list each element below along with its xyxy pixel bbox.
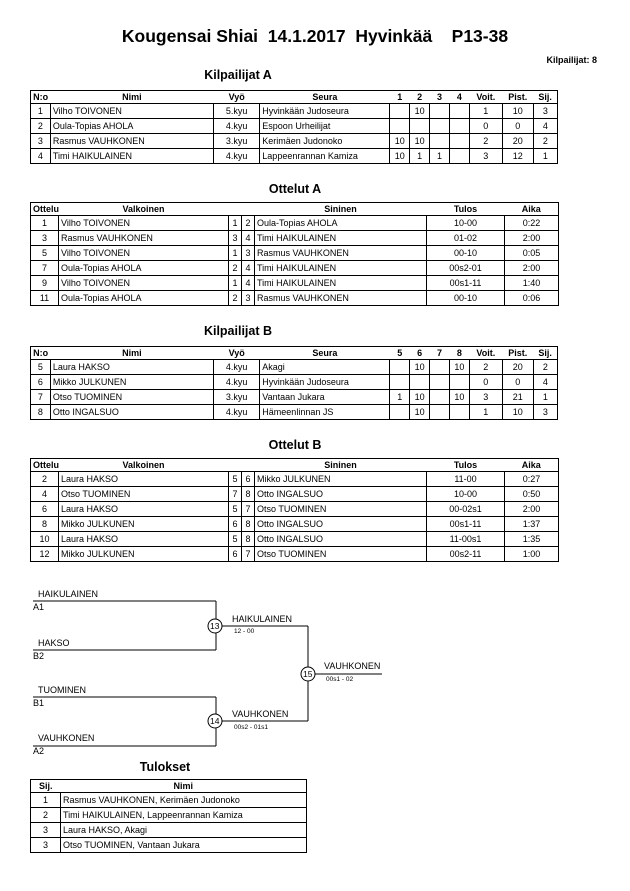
bracket-seed: A2	[33, 746, 45, 756]
white-number: 5	[229, 502, 242, 517]
competitor-name: Laura HAKSO	[50, 360, 213, 375]
pool-b-table	[30, 346, 558, 420]
white-competitor: Laura HAKSO	[59, 532, 229, 547]
blue-number: 2	[242, 216, 255, 231]
col-header: Tulos	[427, 203, 505, 216]
score-cell	[430, 134, 450, 149]
results-header	[31, 780, 307, 793]
white-competitor: Oula-Topias AHOLA	[59, 261, 229, 276]
bout-time: 1:40	[505, 276, 559, 291]
score-cell	[449, 119, 469, 134]
bout-result: 00s2-01	[427, 261, 505, 276]
score-cell	[430, 104, 450, 119]
col-header: Pist.	[502, 347, 533, 360]
pool-b-header	[31, 347, 558, 360]
col-header: Seura	[260, 347, 390, 360]
bracket-final-winner: VAUHKONEN	[324, 661, 381, 671]
bout-result: 11-00s1	[427, 532, 505, 547]
col-header: Ottelu	[31, 203, 59, 216]
points-total: 10	[502, 405, 533, 420]
col-header: Seura	[260, 91, 390, 104]
blue-competitor: Oula-Topias AHOLA	[255, 216, 427, 231]
score-cell: 10	[410, 134, 430, 149]
competitor-name: Rasmus VAUHKONEN	[50, 134, 213, 149]
rank-cell: 2	[533, 360, 557, 375]
bout-number: 11	[31, 291, 59, 306]
score-cell: 10	[449, 360, 469, 375]
points-total: 20	[502, 360, 533, 375]
blue-number: 7	[242, 547, 255, 562]
table-row	[31, 134, 558, 149]
belt-grade: 4.kyu	[214, 405, 260, 420]
white-number: 5	[229, 532, 242, 547]
final-name: Otso TUOMINEN, Vantaan Jukara	[61, 838, 307, 853]
bouts-b-header	[31, 459, 559, 472]
table-row	[31, 517, 559, 532]
final-name: Rasmus VAUHKONEN, Kerimäen Judonoko	[61, 793, 307, 808]
bout-result: 00s1-11	[427, 276, 505, 291]
col-header: N:o	[31, 91, 51, 104]
white-number: 3	[229, 231, 242, 246]
bout-time: 0:05	[505, 246, 559, 261]
score-cell	[430, 390, 450, 405]
bracket-semi2-winner: VAUHKONEN	[232, 709, 289, 719]
blue-competitor: Otto INGALSUO	[255, 487, 427, 502]
points-total: 0	[502, 119, 533, 134]
wins-count: 0	[469, 375, 502, 390]
col-header: Nimi	[50, 347, 213, 360]
competitor-number: 2	[31, 119, 51, 134]
col-header: Voit.	[469, 347, 502, 360]
table-row	[31, 246, 559, 261]
col-header: Sininen	[255, 459, 427, 472]
wins-count: 2	[469, 360, 502, 375]
belt-grade: 5.kyu	[214, 104, 260, 119]
belt-grade: 3.kyu	[214, 390, 260, 405]
bout-number: 10	[31, 532, 59, 547]
club-name: Akagi	[260, 360, 390, 375]
blue-number: 7	[242, 502, 255, 517]
white-number: 1	[229, 246, 242, 261]
rank-cell: 3	[533, 104, 557, 119]
score-cell: 1	[390, 390, 410, 405]
wins-count: 2	[469, 134, 502, 149]
bout-result: 11-00	[427, 472, 505, 487]
bout-time: 1:00	[505, 547, 559, 562]
bouts-b-table	[30, 458, 559, 562]
bout-number: 9	[31, 276, 59, 291]
bracket-lines	[0, 580, 630, 755]
club-name: Hämeenlinnan JS	[260, 405, 390, 420]
belt-grade: 4.kyu	[214, 375, 260, 390]
col-header: 8	[449, 347, 469, 360]
table-row	[31, 390, 558, 405]
final-name: Timi HAIKULAINEN, Lappeenrannan Kamiza	[61, 808, 307, 823]
pool-a-header	[31, 91, 558, 104]
table-row	[31, 119, 558, 134]
col-header: Nimi	[50, 91, 213, 104]
competitor-name: Vilho TOIVONEN	[50, 104, 213, 119]
bout-time: 0:50	[505, 487, 559, 502]
col-header: Pist.	[502, 91, 533, 104]
blue-number: 4	[242, 276, 255, 291]
col-header: Ottelu	[31, 459, 59, 472]
competitor-number: 7	[31, 390, 51, 405]
table-row	[31, 405, 558, 420]
score-cell	[430, 375, 450, 390]
bout-number: 2	[31, 472, 59, 487]
bouts-a-table	[30, 202, 559, 306]
bracket-semi1-bottom: HAKSO	[38, 638, 70, 648]
table-row	[31, 291, 559, 306]
score-cell: 10	[449, 390, 469, 405]
col-header: Nimi	[61, 780, 307, 793]
points-total: 10	[502, 104, 533, 119]
bout-time: 0:27	[505, 472, 559, 487]
col-header: Aika	[505, 203, 559, 216]
belt-grade: 4.kyu	[214, 119, 260, 134]
score-cell	[449, 104, 469, 119]
bracket-semi2-bottom: VAUHKONEN	[38, 733, 95, 743]
white-number: 2	[229, 261, 242, 276]
club-name: Lappeenrannan Kamiza	[260, 149, 390, 164]
bout-time: 1:37	[505, 517, 559, 532]
bracket-seed: A1	[33, 602, 45, 612]
bout-number-13: 13	[210, 621, 220, 631]
competitor-count: Kilpailijat: 8	[546, 55, 597, 65]
rank-cell: 4	[533, 119, 557, 134]
score-cell: 10	[410, 104, 430, 119]
points-total: 21	[502, 390, 533, 405]
white-competitor: Mikko JULKUNEN	[59, 547, 229, 562]
belt-grade: 3.kyu	[214, 134, 260, 149]
blue-competitor: Mikko JULKUNEN	[255, 472, 427, 487]
blue-competitor: Timi HAIKULAINEN	[255, 261, 427, 276]
bouts-a-title: Ottelut A	[268, 182, 322, 196]
competitor-number: 1	[31, 104, 51, 119]
white-competitor: Vilho TOIVONEN	[59, 246, 229, 261]
blue-competitor: Otto INGALSUO	[255, 517, 427, 532]
bout-result: 10-00	[427, 487, 505, 502]
wins-count: 1	[469, 104, 502, 119]
score-cell	[449, 134, 469, 149]
col-header: Aika	[505, 459, 559, 472]
bracket-final-score: 00s1 - 02	[326, 676, 354, 683]
competitor-number: 8	[31, 405, 51, 420]
bout-number-15: 15	[303, 669, 313, 679]
belt-grade: 4.kyu	[214, 360, 260, 375]
final-rank: 3	[31, 823, 61, 838]
col-header: Sij.	[533, 347, 557, 360]
white-competitor: Vilho TOIVONEN	[59, 216, 229, 231]
col-header: 1	[390, 91, 410, 104]
blue-number: 4	[242, 231, 255, 246]
results-table	[30, 779, 307, 853]
points-total: 20	[502, 134, 533, 149]
bout-number: 1	[31, 216, 59, 231]
blue-competitor: Otso TUOMINEN	[255, 547, 427, 562]
score-cell: 10	[390, 134, 410, 149]
white-competitor: Oula-Topias AHOLA	[59, 291, 229, 306]
col-header: Voit.	[469, 91, 502, 104]
pool-a-table	[30, 90, 558, 164]
competitor-number: 6	[31, 375, 51, 390]
bouts-a-header	[31, 203, 559, 216]
bout-time: 0:22	[505, 216, 559, 231]
score-cell	[390, 405, 410, 420]
bout-result: 00-10	[427, 246, 505, 261]
score-cell	[430, 405, 450, 420]
pool-b-title: Kilpailijat B	[203, 324, 273, 338]
bracket-semi1-top: HAIKULAINEN	[38, 589, 99, 599]
col-header: 6	[410, 347, 430, 360]
blue-competitor: Otso TUOMINEN	[255, 502, 427, 517]
blue-competitor: Rasmus VAUHKONEN	[255, 291, 427, 306]
score-cell	[449, 149, 469, 164]
col-header: Valkoinen	[59, 203, 229, 216]
table-row	[31, 104, 558, 119]
score-cell	[430, 360, 450, 375]
table-row	[31, 375, 558, 390]
bracket-seed: B1	[33, 698, 45, 708]
pool-a-title: Kilpailijat A	[204, 68, 272, 82]
bout-time: 1:35	[505, 532, 559, 547]
bracket-semi2-score: 00s2 - 01s1	[234, 724, 268, 731]
col-header: 4	[449, 91, 469, 104]
col-header: 3	[430, 91, 450, 104]
competitor-name: Otto INGALSUO	[50, 405, 213, 420]
white-competitor: Otso TUOMINEN	[59, 487, 229, 502]
competitor-number: 4	[31, 149, 51, 164]
rank-cell: 2	[533, 134, 557, 149]
rank-cell: 1	[533, 390, 557, 405]
final-rank: 2	[31, 808, 61, 823]
score-cell	[430, 119, 450, 134]
col-header: Sij.	[31, 780, 61, 793]
club-name: Kerimäen Judonoko	[260, 134, 390, 149]
col-header: Valkoinen	[59, 459, 229, 472]
bout-result: 00-02s1	[427, 502, 505, 517]
club-name: Espoon Urheilijat	[260, 119, 390, 134]
bout-result: 01-02	[427, 231, 505, 246]
bout-number: 7	[31, 261, 59, 276]
score-cell	[390, 360, 410, 375]
table-row	[31, 261, 559, 276]
table-row	[31, 793, 307, 808]
white-competitor: Mikko JULKUNEN	[59, 517, 229, 532]
score-cell	[410, 119, 430, 134]
score-cell: 10	[410, 405, 430, 420]
bracket-semi1-score: 12 - 00	[234, 628, 255, 635]
bracket-semi2-top: TUOMINEN	[38, 685, 86, 695]
bout-time: 2:00	[505, 261, 559, 276]
white-number: 2	[229, 291, 242, 306]
score-cell: 10	[410, 390, 430, 405]
page-title: Kougensai Shiai 14.1.2017 Hyvinkää P13-38	[121, 26, 509, 46]
final-rank: 3	[31, 838, 61, 853]
bout-time: 2:00	[505, 502, 559, 517]
bout-number: 6	[31, 502, 59, 517]
table-row	[31, 149, 558, 164]
bout-number: 3	[31, 231, 59, 246]
bouts-b-title: Ottelut B	[268, 438, 322, 452]
final-rank: 1	[31, 793, 61, 808]
table-row	[31, 360, 558, 375]
club-name: Hyvinkään Judoseura	[260, 104, 390, 119]
table-row	[31, 487, 559, 502]
col-header: 7	[430, 347, 450, 360]
table-row	[31, 216, 559, 231]
bout-result: 00s2-11	[427, 547, 505, 562]
final-name: Laura HAKSO, Akagi	[61, 823, 307, 838]
white-number: 5	[229, 472, 242, 487]
bout-number-14: 14	[210, 716, 220, 726]
wins-count: 3	[469, 149, 502, 164]
score-cell	[410, 375, 430, 390]
blue-number: 8	[242, 532, 255, 547]
table-row	[31, 502, 559, 517]
white-number: 1	[229, 276, 242, 291]
rank-cell: 4	[533, 375, 557, 390]
blue-number: 3	[242, 291, 255, 306]
table-row	[31, 472, 559, 487]
belt-grade: 4.kyu	[214, 149, 260, 164]
white-number: 1	[229, 216, 242, 231]
blue-number: 4	[242, 261, 255, 276]
score-cell: 1	[410, 149, 430, 164]
col-header: Vyö	[214, 91, 260, 104]
white-number: 6	[229, 517, 242, 532]
bout-time: 2:00	[505, 231, 559, 246]
competitor-number: 5	[31, 360, 51, 375]
white-competitor: Laura HAKSO	[59, 472, 229, 487]
club-name: Hyvinkään Judoseura	[260, 375, 390, 390]
col-header: Sij.	[533, 91, 557, 104]
points-total: 12	[502, 149, 533, 164]
results-title: Tulokset	[139, 760, 191, 774]
white-competitor: Vilho TOIVONEN	[59, 276, 229, 291]
score-cell	[390, 119, 410, 134]
blue-competitor: Timi HAIKULAINEN	[255, 276, 427, 291]
rank-cell: 3	[533, 405, 557, 420]
col-header: Tulos	[427, 459, 505, 472]
col-header: Vyö	[214, 347, 260, 360]
table-row	[31, 276, 559, 291]
competitor-name: Timi HAIKULAINEN	[50, 149, 213, 164]
col-header: 5	[390, 347, 410, 360]
table-row	[31, 823, 307, 838]
competitor-name: Otso TUOMINEN	[50, 390, 213, 405]
white-number: 7	[229, 487, 242, 502]
bout-number: 12	[31, 547, 59, 562]
wins-count: 3	[469, 390, 502, 405]
white-competitor: Laura HAKSO	[59, 502, 229, 517]
blue-number: 3	[242, 246, 255, 261]
bout-number: 5	[31, 246, 59, 261]
score-cell: 10	[390, 149, 410, 164]
table-row	[31, 838, 307, 853]
bout-number: 8	[31, 517, 59, 532]
blue-number: 8	[242, 517, 255, 532]
col-header: N:o	[31, 347, 51, 360]
competitor-name: Mikko JULKUNEN	[50, 375, 213, 390]
score-cell: 10	[410, 360, 430, 375]
table-row	[31, 231, 559, 246]
table-row	[31, 532, 559, 547]
table-row	[31, 547, 559, 562]
bout-number: 4	[31, 487, 59, 502]
rank-cell: 1	[533, 149, 557, 164]
wins-count: 1	[469, 405, 502, 420]
bracket-semi1-winner: HAIKULAINEN	[232, 614, 293, 624]
club-name: Vantaan Jukara	[260, 390, 390, 405]
points-total: 0	[502, 375, 533, 390]
bout-result: 00s1-11	[427, 517, 505, 532]
score-cell	[390, 104, 410, 119]
blue-competitor: Otto INGALSUO	[255, 532, 427, 547]
white-competitor: Rasmus VAUHKONEN	[59, 231, 229, 246]
blue-number: 8	[242, 487, 255, 502]
col-header: Sininen	[255, 203, 427, 216]
table-row	[31, 808, 307, 823]
score-cell: 1	[430, 149, 450, 164]
bout-result: 10-00	[427, 216, 505, 231]
score-cell	[390, 375, 410, 390]
blue-competitor: Rasmus VAUHKONEN	[255, 246, 427, 261]
white-number: 6	[229, 547, 242, 562]
bracket-seed: B2	[33, 651, 45, 661]
competitor-name: Oula-Topias AHOLA	[50, 119, 213, 134]
blue-number: 6	[242, 472, 255, 487]
wins-count: 0	[469, 119, 502, 134]
col-header: 2	[410, 91, 430, 104]
bout-result: 00-10	[427, 291, 505, 306]
bout-time: 0:06	[505, 291, 559, 306]
score-cell	[449, 375, 469, 390]
blue-competitor: Timi HAIKULAINEN	[255, 231, 427, 246]
score-cell	[449, 405, 469, 420]
competitor-number: 3	[31, 134, 51, 149]
